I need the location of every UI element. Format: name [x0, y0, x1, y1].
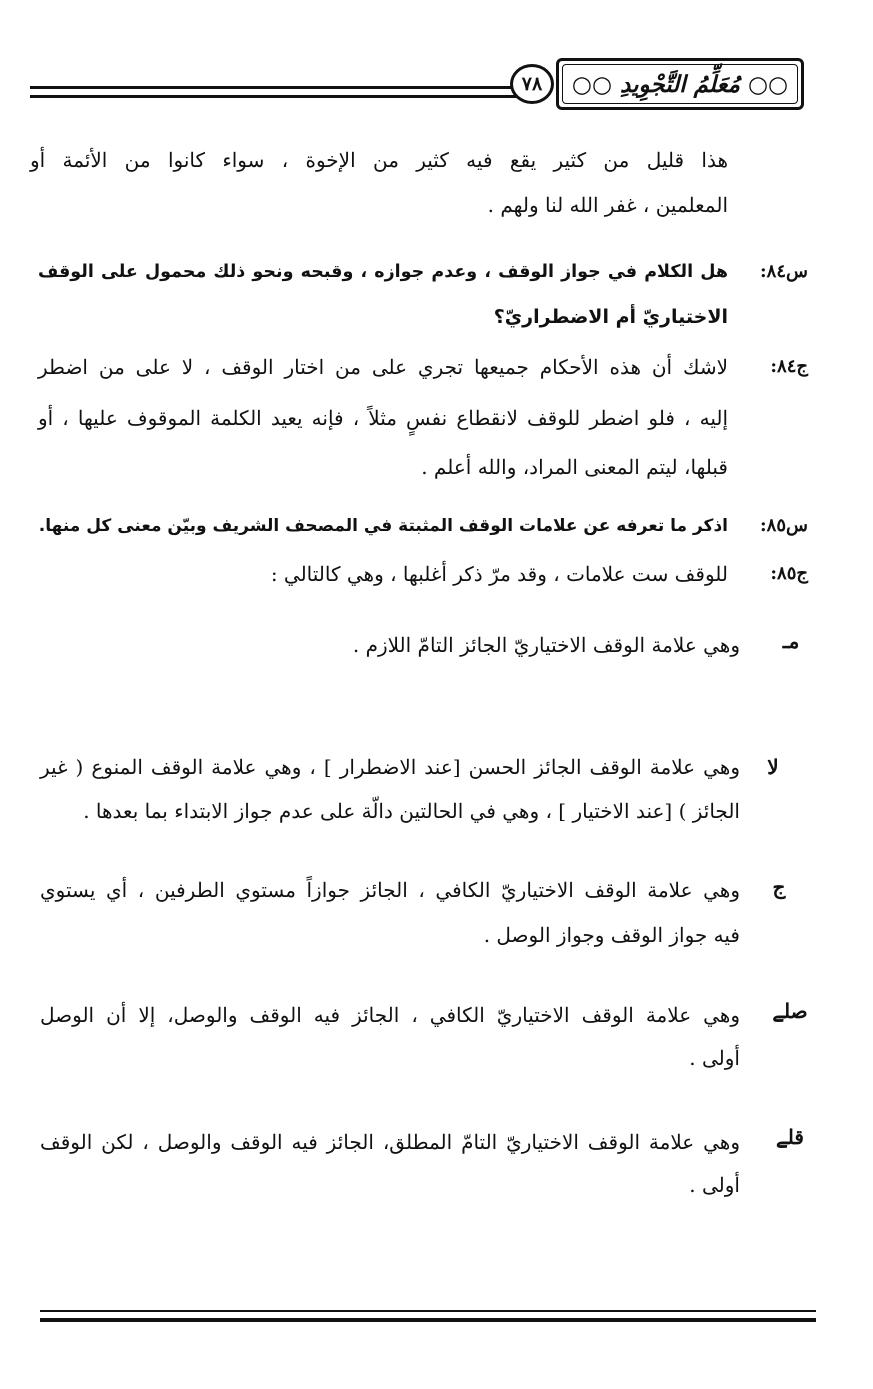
- waqf-mark-meem-line-1: وهي علامة الوقف الاختياريّ الجائز التامّ اللازم .: [352, 633, 740, 657]
- page-number: ٧٨: [510, 64, 554, 104]
- answer-85-label: ج٨٥:: [770, 563, 808, 584]
- book-title: ○○ مُعَلِّمُ التَّجْوِيدِ ○○: [571, 70, 789, 98]
- question-85-line-1: اذكر ما تعرفه عن علامات الوقف المثبتة في المصحف الشريف وبيّن معنى كل منها.: [38, 516, 728, 536]
- waqf-mark-jeem-line-1: وهي علامة الوقف الاختياريّ الكافي ، الجائز جوازاً مستوي الطرفين ، أي يستوي: [40, 878, 740, 902]
- waqf-mark-qala-line-1: وهي علامة الوقف الاختياريّ التامّ المطلق، الجائز فيه الوقف والوصل ، لكن الوقف: [40, 1130, 740, 1154]
- intro-line-1: هذا قليل من كثير يقع فيه كثير من الإخوة ، سواء كانوا من الأئمة أو: [30, 148, 728, 172]
- question-84-line-1: هل الكلام في جواز الوقف ، وعدم جوازه ، وقبحه ونحو ذلك محمول على الوقف: [38, 262, 728, 282]
- waqf-mark-laa-line-1: وهي علامة الوقف الجائز الحسن [عند الاضطرار ] ، وهي علامة الوقف المنوع ( غير: [40, 755, 740, 779]
- footer-rule-bottom: [40, 1318, 816, 1322]
- header-rule-bottom: [30, 95, 520, 98]
- waqf-mark-meem-symbol: مـ: [782, 629, 800, 653]
- waqf-mark-laa-line-2: الجائز ) [عند الاختيار ] ، وهي في الحالتين دالّة على عدم جواز الابتداء بما بعدها .: [83, 799, 740, 823]
- waqf-mark-sala-line-1: وهي علامة الوقف الاختياريّ الكافي ، الجائز فيه الوقف والوصل، إلا أن الوصل: [40, 1003, 740, 1027]
- question-84-label: س٨٤:: [760, 261, 808, 282]
- intro-line-2: المعلمين ، غفر الله لنا ولهم .: [487, 193, 728, 217]
- waqf-mark-laa-symbol: لا: [767, 755, 779, 779]
- waqf-mark-sala-symbol: صلے: [772, 999, 808, 1023]
- answer-84-line-3: قبلها، ليتم المعنى المراد، والله أعلم .: [421, 455, 728, 479]
- running-header: [556, 58, 804, 110]
- waqf-mark-jeem-symbol: ج: [772, 875, 786, 899]
- answer-84-line-2: إليه ، فلو اضطر للوقف لانقطاع نفسٍ مثلاً ، فإنه يعيد الكلمة الموقوف عليها ، أو: [38, 406, 728, 430]
- answer-84-label: ج٨٤:: [770, 356, 808, 377]
- waqf-mark-sala-line-2: أولى .: [689, 1046, 740, 1070]
- question-85-label: س٨٥:: [760, 515, 808, 536]
- header-rule-top: [30, 86, 520, 89]
- footer-rule-top: [40, 1310, 816, 1312]
- question-84-line-2: الاختياريّ أم الاضطراريّ؟: [493, 306, 728, 328]
- waqf-mark-qala-line-2: أولى .: [689, 1173, 740, 1197]
- waqf-mark-jeem-line-2: فيه جواز الوقف وجواز الوصل .: [483, 923, 740, 947]
- answer-85-line-1: للوقف ست علامات ، وقد مرّ ذكر أغلبها ، وهي كالتالي :: [270, 562, 728, 586]
- answer-84-line-1: لاشك أن هذه الأحكام جميعها تجري على من اختار الوقف ، لا على من اضطر: [38, 355, 728, 379]
- waqf-mark-qala-symbol: قلے: [776, 1125, 804, 1149]
